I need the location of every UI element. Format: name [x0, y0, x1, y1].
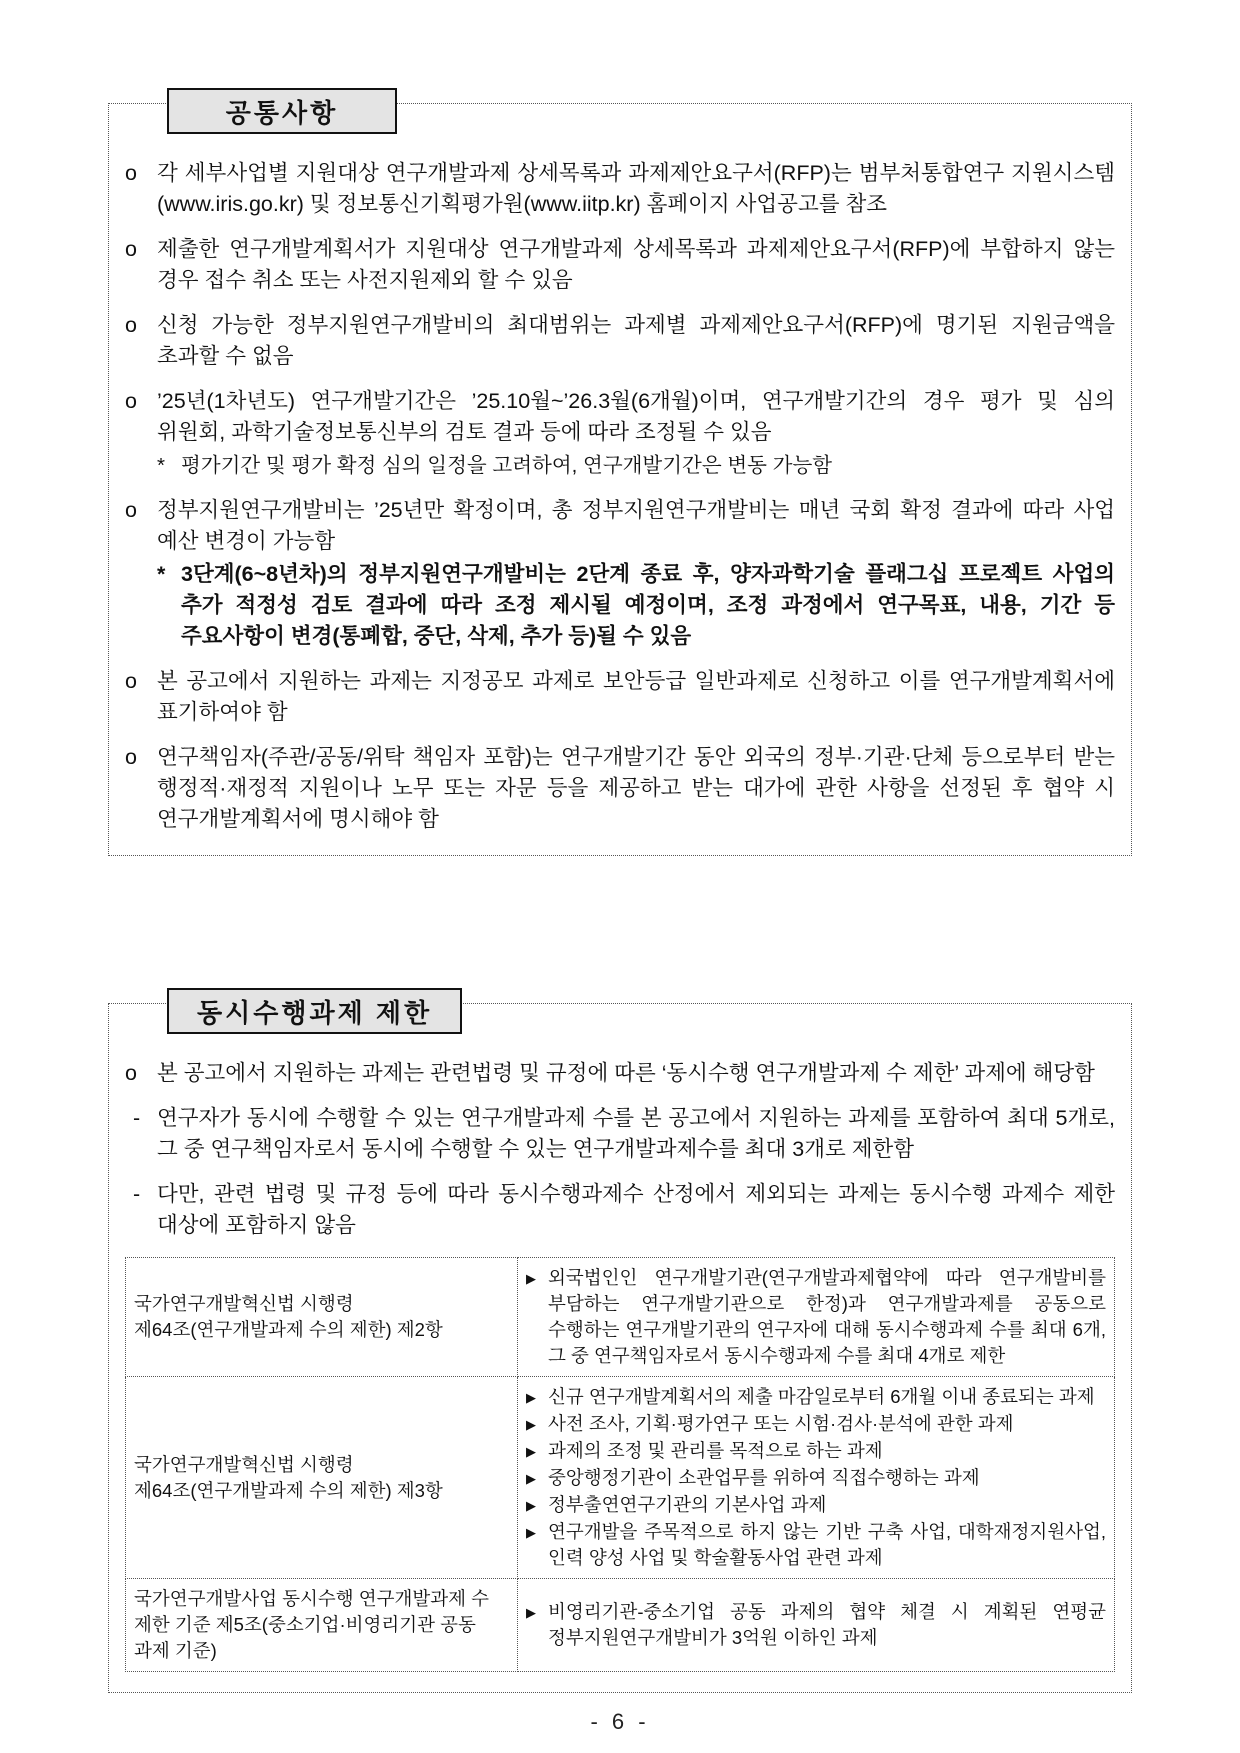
dash-paragraph — [125, 1103, 1115, 1165]
excluded-tasks-cell — [518, 1377, 1115, 1579]
section-limit-title: 동시수행과제 제한 — [197, 997, 433, 1028]
section-limit — [108, 997, 1132, 1693]
bullet-marker: o — [125, 669, 137, 693]
law-line: 제64조(연구개발과제 수의 제한) 제2항 — [134, 1319, 443, 1340]
table-item-text: 사전 조사, 기획·평가연구 또는 시험·검사·분석에 관한 과제 — [548, 1413, 1014, 1434]
law-line: 국가연구개발혁신법 시행령 — [134, 1293, 354, 1314]
excluded-tasks-cell — [518, 1258, 1115, 1377]
table-list-item — [526, 1384, 1106, 1411]
law-reference-cell — [126, 1258, 518, 1377]
footnote-marker: * — [157, 454, 165, 477]
bullet-marker: o — [125, 498, 137, 522]
footnote-paragraph — [125, 450, 1115, 481]
table-item-text: 정부출연연구기관의 기본사업 과제 — [548, 1494, 827, 1515]
table-item-text: 중앙행정기관이 소관업무를 위하여 직접수행하는 과제 — [548, 1467, 980, 1488]
bullet-marker: o — [125, 237, 137, 261]
bullet-paragraph — [125, 1058, 1115, 1089]
bullet-paragraph — [125, 158, 1115, 220]
table-item-text: 과제의 조정 및 관리를 목적으로 하는 과제 — [548, 1440, 883, 1461]
footnote-text: 평가기간 및 평가 확정 심의 일정을 고려하여, 연구개발기간은 변동 가능함 — [181, 454, 833, 477]
table-list-item — [526, 1265, 1106, 1369]
table-item-text: 외국법인인 연구개발기관(연구개발과제협약에 따라 연구개발비를 부담하는 연구개발기관으로 한정)과 연구개발과제를 공동으로 수행하는 연구개발기관의 연구자에 대해 동시수행과제 수를 최대 6개, 그 중 연구책임자로서 동시수행과제 수를 최대 4개로 제한 — [548, 1267, 1106, 1366]
paragraph-text: ’25년(1차년도) 연구개발기간은 ’25.10월~’26.3월(6개월)이며, 연구개발기간의 경우 평가 및 심의 위원회, 과학기술정보통신부의 검토 결과 등에 따라 조정될 수 있음 — [157, 389, 1115, 444]
triangle-bullet-icon: ▶ — [526, 1390, 536, 1405]
table-list-item — [526, 1465, 1106, 1492]
section-common-title: 공통사항 — [225, 97, 339, 128]
section-common — [108, 97, 1132, 856]
triangle-bullet-icon: ▶ — [526, 1525, 536, 1540]
footnote-text: 3단계(6~8년차)의 정부지원연구개발비는 2단계 종료 후, 양자과학기술 플래그십 프로젝트 사업의 추가 적정성 검토 결과에 따라 조정 제시될 예정이며, 조정 과정에서 연구목표, 내용, 기간 등 주요사항이 변경(통폐합, 중단, 삭제, 추가 등)될 수 있음 — [181, 562, 1115, 648]
table-row — [126, 1377, 1115, 1579]
dash-paragraph — [125, 1179, 1115, 1241]
table-item-text: 비영리기관-중소기업 공동 과제의 협약 체결 시 계획된 연평균 정부지원연구개발비가 3억원 이하인 과제 — [548, 1601, 1106, 1648]
table-item-text: 신규 연구개발계획서의 제출 마감일로부터 6개월 이내 종료되는 과제 — [548, 1386, 1095, 1407]
paragraph-text: 연구책임자(주관/공동/위탁 책임자 포함)는 연구개발기간 동안 외국의 정부·기관·단체 등으로부터 받는 행정적·재정적 지원이나 노무 또는 자문 등을 제공하고 받는 대가에 관한 사항을 선정된 후 협약 시 연구개발계획서에 명시해야 함 — [157, 745, 1115, 831]
table-list-item — [526, 1492, 1106, 1519]
limit-rules-table — [125, 1257, 1115, 1672]
triangle-bullet-icon: ▶ — [526, 1471, 536, 1486]
bullet-paragraph — [125, 666, 1115, 728]
bullet-paragraph — [125, 495, 1115, 557]
triangle-bullet-icon: ▶ — [526, 1444, 536, 1459]
page-number: - 6 - — [590, 1709, 650, 1734]
paragraph-text: 본 공고에서 지원하는 과제는 지정공모 과제로 보안등급 일반과제로 신청하고 이를 연구개발계획서에 표기하여야 함 — [157, 669, 1115, 724]
paragraph-text: 정부지원연구개발비는 ’25년만 확정이며, 총 정부지원연구개발비는 매년 국회 확정 결과에 따라 사업 예산 변경이 가능함 — [157, 498, 1115, 553]
triangle-bullet-icon: ▶ — [526, 1271, 536, 1286]
law-reference-cell — [126, 1579, 518, 1672]
dash-marker: - — [133, 1182, 141, 1206]
bullet-paragraph — [125, 386, 1115, 448]
bullet-marker: o — [125, 313, 137, 337]
paragraph-text: 본 공고에서 지원하는 과제는 관련법령 및 규정에 따른 ‘동시수행 연구개발과제 수 제한’ 과제에 해당함 — [157, 1061, 1095, 1085]
triangle-bullet-icon: ▶ — [526, 1605, 536, 1620]
bullet-marker: o — [125, 389, 137, 413]
table-list-item — [526, 1599, 1106, 1651]
table-item-text: 연구개발을 주목적으로 하지 않는 기반 구축 사업, 대학재정지원사업, 인력 양성 사업 및 학술활동사업 관련 과제 — [548, 1521, 1106, 1568]
bullet-paragraph — [125, 310, 1115, 372]
bullet-paragraph — [125, 742, 1115, 835]
excluded-tasks-cell — [518, 1579, 1115, 1672]
law-line: 국가연구개발혁신법 시행령 — [134, 1453, 354, 1475]
law-line: 제64조(연구개발과제 수의 제한) 제3항 — [134, 1479, 443, 1501]
law-reference-cell — [126, 1377, 518, 1579]
paragraph-text: 연구자가 동시에 수행할 수 있는 연구개발과제 수를 본 공고에서 지원하는 과제를 포함하여 최대 5개로, 그 중 연구책임자로서 동시에 수행할 수 있는 연구개발과제수를 최대 3개로 제한함 — [157, 1106, 1115, 1161]
triangle-bullet-icon: ▶ — [526, 1498, 536, 1513]
triangle-bullet-icon: ▶ — [526, 1417, 536, 1432]
law-line: 국가연구개발사업 동시수행 연구개발과제 수 제한 기준 제5조(중소기업·비영리기관 공동 과제 기준) — [134, 1588, 489, 1661]
section-limit-header — [167, 988, 462, 1034]
table-row — [126, 1579, 1115, 1672]
bullet-paragraph — [125, 234, 1115, 296]
section-common-header — [167, 88, 397, 134]
bullet-marker: o — [125, 161, 137, 185]
dash-marker: - — [133, 1106, 141, 1130]
table-list-item — [526, 1519, 1106, 1571]
footnote-paragraph-bold — [125, 559, 1115, 652]
table-row — [126, 1258, 1115, 1377]
paragraph-text: 제출한 연구개발계획서가 지원대상 연구개발과제 상세목록과 과제제안요구서(RFP)에 부합하지 않는 경우 접수 취소 또는 사전지원제외 할 수 있음 — [157, 237, 1115, 292]
table-list-item — [526, 1438, 1106, 1465]
paragraph-text: 신청 가능한 정부지원연구개발비의 최대범위는 과제별 과제제안요구서(RFP)에 명기된 지원금액을 초과할 수 없음 — [157, 313, 1115, 368]
paragraph-text: 각 세부사업별 지원대상 연구개발과제 상세목록과 과제제안요구서(RFP)는 범부처통합연구 지원시스템(www.iris.go.kr) 및 정보통신기획평가원(www.iitp.kr) 홈페이지 사업공고를 참조 — [157, 161, 1115, 216]
bullet-marker: o — [125, 1061, 137, 1085]
footnote-marker: * — [157, 562, 166, 586]
paragraph-text: 다만, 관련 법령 및 규정 등에 따라 동시수행과제수 산정에서 제외되는 과제는 동시수행 과제수 제한 대상에 포함하지 않음 — [157, 1182, 1115, 1237]
bullet-marker: o — [125, 745, 137, 769]
table-list-item — [526, 1411, 1106, 1438]
